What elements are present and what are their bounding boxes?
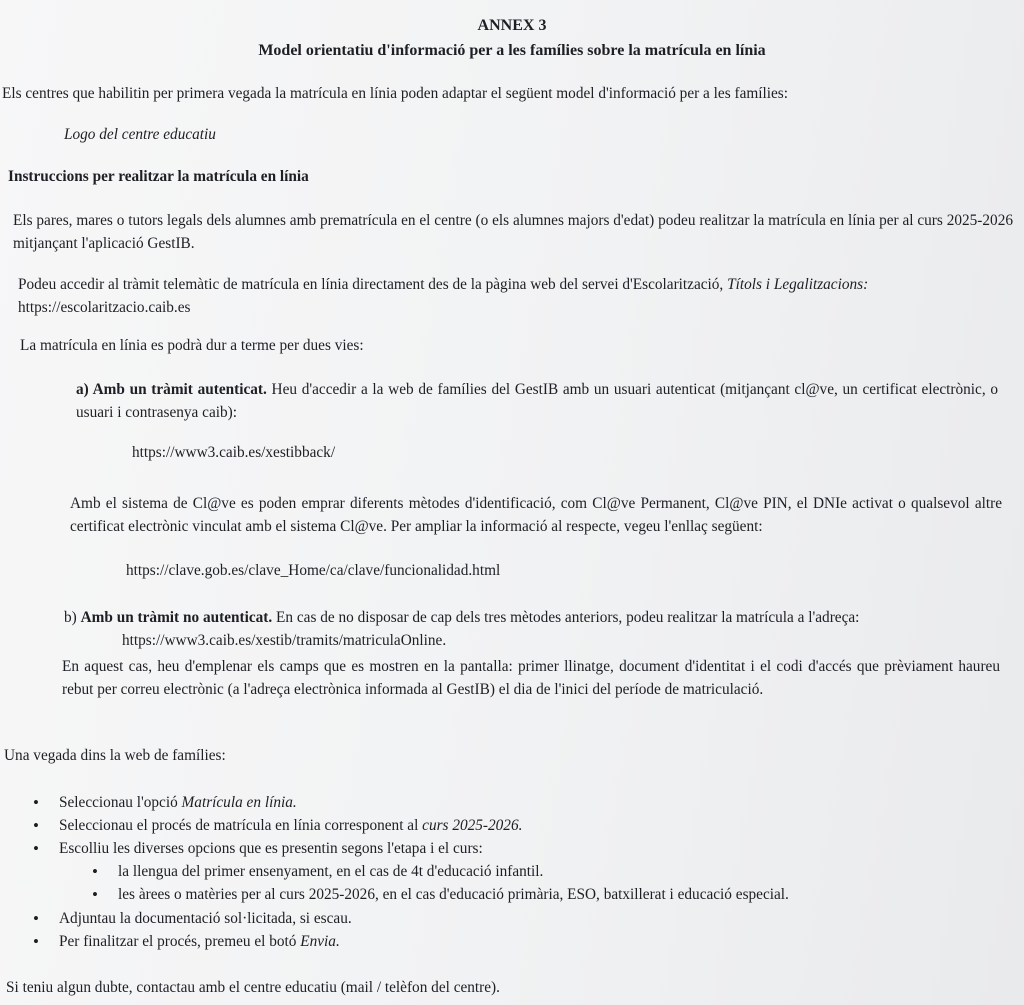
escolaritzacio-url: https://escolaritzacio.caib.es bbox=[18, 299, 191, 316]
substep-language: • la llengua del primer ensenyament, en el cas de 4t d'educació infantil. bbox=[118, 863, 543, 881]
option-b-prefix: b) bbox=[64, 609, 81, 626]
step-attach-documents: • Adjuntau la documentació sol·licitada, si escau. bbox=[59, 910, 352, 928]
annex-title: ANNEX 3 bbox=[477, 17, 547, 34]
option-a-paragraph bbox=[76, 378, 998, 424]
clave-url: https://clave.gob.es/clave_Home/ca/clave/funcionalidad.html bbox=[126, 562, 501, 579]
section-title: Instruccions per realitzar la matrícula en línia bbox=[8, 168, 309, 185]
substep-subjects: • les àrees o matèries per al curs 2025-2026, en el cas d'educació primària, ESO, batxillerat i educació especial. bbox=[118, 886, 789, 904]
option-a-label: a) Amb un tràmit autenticat. bbox=[76, 381, 267, 398]
paragraph-prematricula: Els pares, mares o tutors legals dels alumnes amb prematrícula en el centre (o els alumnes majors d'edat) podeu realitzar la matrícula en línia per al curs 2025-2026 mitjançant l'aplicació GestIB. bbox=[13, 212, 1013, 252]
footer-contact: Si teniu algun dubte, contactau amb el centre educatiu (mail / telèfon del centre). bbox=[6, 979, 500, 996]
option-b-text: En cas de no disposar de cap dels tres mètodes anteriors, podeu realitzar la matrícula a l'adreça: bbox=[272, 609, 860, 626]
step-finish: • Per finalitzar el procés, premeu el botó Envia. bbox=[59, 933, 340, 951]
logo-placeholder: Logo del centre educatiu bbox=[64, 126, 216, 143]
paragraph-access-text: Podeu accedir al tràmit telemàtic de matrícula en línia directament des de la pàgina web del servei d'Escolarització, bbox=[18, 276, 728, 293]
step-select-process: • Seleccionau el procés de matrícula en línia corresponent al curs 2025-2026. bbox=[59, 817, 522, 835]
option-a-url: https://www3.caib.es/xestibback/ bbox=[132, 444, 336, 461]
intro-paragraph: Els centres que habilitin per primera vegada la matrícula en línia poden adaptar el següent model d'informació per a les famílies: bbox=[2, 85, 788, 102]
option-b-label: Amb un tràmit no autenticat. bbox=[80, 609, 273, 626]
option-a-text: Heu d'accedir a la web de famílies del GestIB amb un usuari autenticat (mitjançant cl@ve, un certificat electrònic, o usuari i contrasenya caib): bbox=[76, 381, 998, 421]
clave-paragraph: Amb el sistema de Cl@ve es poden emprar diferents mètodes d'identificació, com Cl@ve Permanent, Cl@ve PIN, el DNIe activat o qualsevol altre certificat electrònic vinculat amb el sistema Cl@ve. Per ampliar la informació al respecte, vegeu l'enllaç següent: bbox=[70, 495, 1002, 535]
document-subtitle: Model orientatiu d'informació per a les famílies sobre la matrícula en línia bbox=[258, 42, 766, 59]
paragraph-two-ways: La matrícula en línia es podrà dur a terme per dues vies: bbox=[20, 337, 364, 354]
paragraph-access-italic: Títols i Legalitzacions: bbox=[727, 276, 869, 293]
option-b-paragraph bbox=[64, 609, 859, 627]
paragraph-access bbox=[18, 273, 1003, 319]
step-select-option: • Seleccionau l'opció Matrícula en línia. bbox=[59, 794, 297, 812]
option-b-detail: En aquest cas, heu d'emplenar els camps que es mostren en la pantalla: primer llinatge, document d'identitat i el codi d'accés que prèviament haureu rebut per correu electrònic (a l'adreça electrònica informada al GestIB) el dia de l'inici del període de matriculació. bbox=[62, 658, 1000, 698]
option-b-url: https://www3.caib.es/xestib/tramits/matriculaOnline. bbox=[122, 632, 447, 649]
step-choose-options: • Escolliu les diverses opcions que es presentin segons l'etapa i el curs: bbox=[59, 840, 483, 858]
web-intro: Una vegada dins la web de famílies: bbox=[4, 747, 226, 764]
